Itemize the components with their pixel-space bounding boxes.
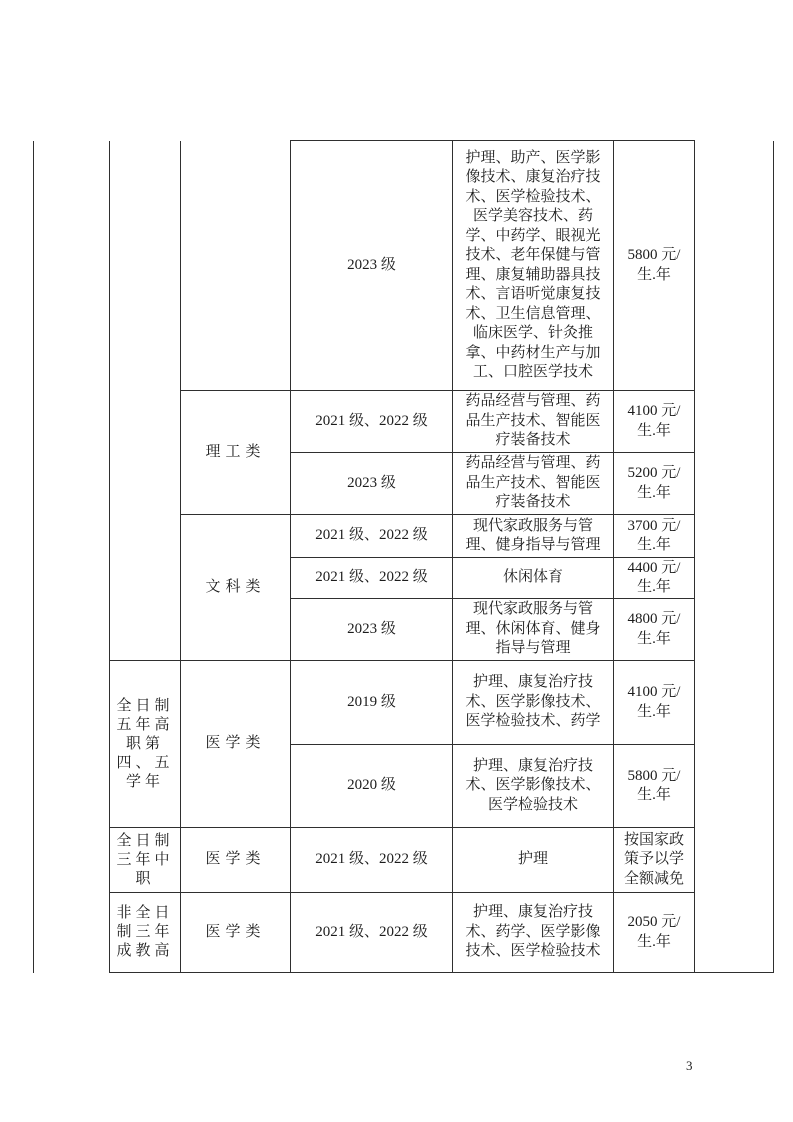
fee-cell: 2050 元/生.年	[614, 893, 695, 973]
fee-cell: 5800 元/生.年	[614, 745, 695, 828]
cohort-cell: 2021 级、2022 级	[291, 391, 453, 453]
cohort-cell: 2021 级、2022 级	[291, 893, 453, 973]
fee-cell: 5800 元/生.年	[614, 141, 695, 391]
category-cell-yixue: 医学类	[181, 828, 291, 893]
table-row	[34, 661, 774, 745]
category-cell-wenke: 文科类	[181, 515, 291, 661]
program-cell-chengjiao: 非全日制三年成教高	[110, 893, 181, 973]
cohort-cell: 2021 级、2022 级	[291, 558, 453, 599]
page-number: 3	[686, 1058, 693, 1073]
majors-cell: 护理、康复治疗技术、医学影像技术、医学检验技术	[453, 745, 614, 828]
cohort-cell: 2023 级	[291, 141, 453, 391]
fee-cell: 4100 元/生.年	[614, 391, 695, 453]
cohort-cell: 2023 级	[291, 453, 453, 515]
program-cell-continued	[110, 141, 181, 661]
cohort-cell: 2019 级	[291, 661, 453, 745]
outer-margin-cell-continued	[34, 141, 110, 973]
majors-cell: 药品经营与管理、药品生产技术、智能医疗装备技术	[453, 391, 614, 453]
category-cell-yixue: 医学类	[181, 893, 291, 973]
cohort-cell: 2021 级、2022 级	[291, 828, 453, 893]
program-cell-wunian-gaozhi: 全日制五年高职第四、五学年	[110, 661, 181, 828]
program-cell-zhongzhi: 全日制三年中职	[110, 828, 181, 893]
majors-cell: 护理	[453, 828, 614, 893]
fee-cell: 4100 元/生.年	[614, 661, 695, 745]
majors-cell: 护理、康复治疗技术、药学、医学影像技术、医学检验技术	[453, 893, 614, 973]
note-cell-continued	[695, 141, 774, 973]
fee-cell: 5200 元/生.年	[614, 453, 695, 515]
majors-cell: 休闲体育	[453, 558, 614, 599]
category-cell-ligong: 理工类	[181, 391, 291, 515]
fee-cell: 3700 元/生.年	[614, 515, 695, 558]
category-cell-continued	[181, 141, 291, 391]
majors-cell: 现代家政服务与管理、健身指导与管理	[453, 515, 614, 558]
table-row	[34, 141, 774, 391]
majors-cell: 药品经营与管理、药品生产技术、智能医疗装备技术	[453, 453, 614, 515]
majors-cell: 护理、康复治疗技术、医学影像技术、医学检验技术、药学	[453, 661, 614, 745]
fee-cell: 4800 元/生.年	[614, 599, 695, 661]
table-row	[34, 893, 774, 973]
tuition-fee-table	[33, 140, 774, 973]
cohort-cell: 2021 级、2022 级	[291, 515, 453, 558]
cohort-cell: 2020 级	[291, 745, 453, 828]
majors-cell: 现代家政服务与管理、休闲体育、健身指导与管理	[453, 599, 614, 661]
majors-cell: 护理、助产、医学影像技术、康复治疗技术、医学检验技术、医学美容技术、药学、中药学、眼视光技术、老年保健与管理、康复辅助器具技术、言语听觉康复技术、卫生信息管理、临床医学、针灸推拿、中药材生产与加工、口腔医学技术	[453, 141, 614, 391]
table-row	[34, 828, 774, 893]
category-cell-yixue: 医学类	[181, 661, 291, 828]
fee-cell: 4400 元/生.年	[614, 558, 695, 599]
fee-cell: 按国家政策予以学全额减免	[614, 828, 695, 893]
cohort-cell: 2023 级	[291, 599, 453, 661]
